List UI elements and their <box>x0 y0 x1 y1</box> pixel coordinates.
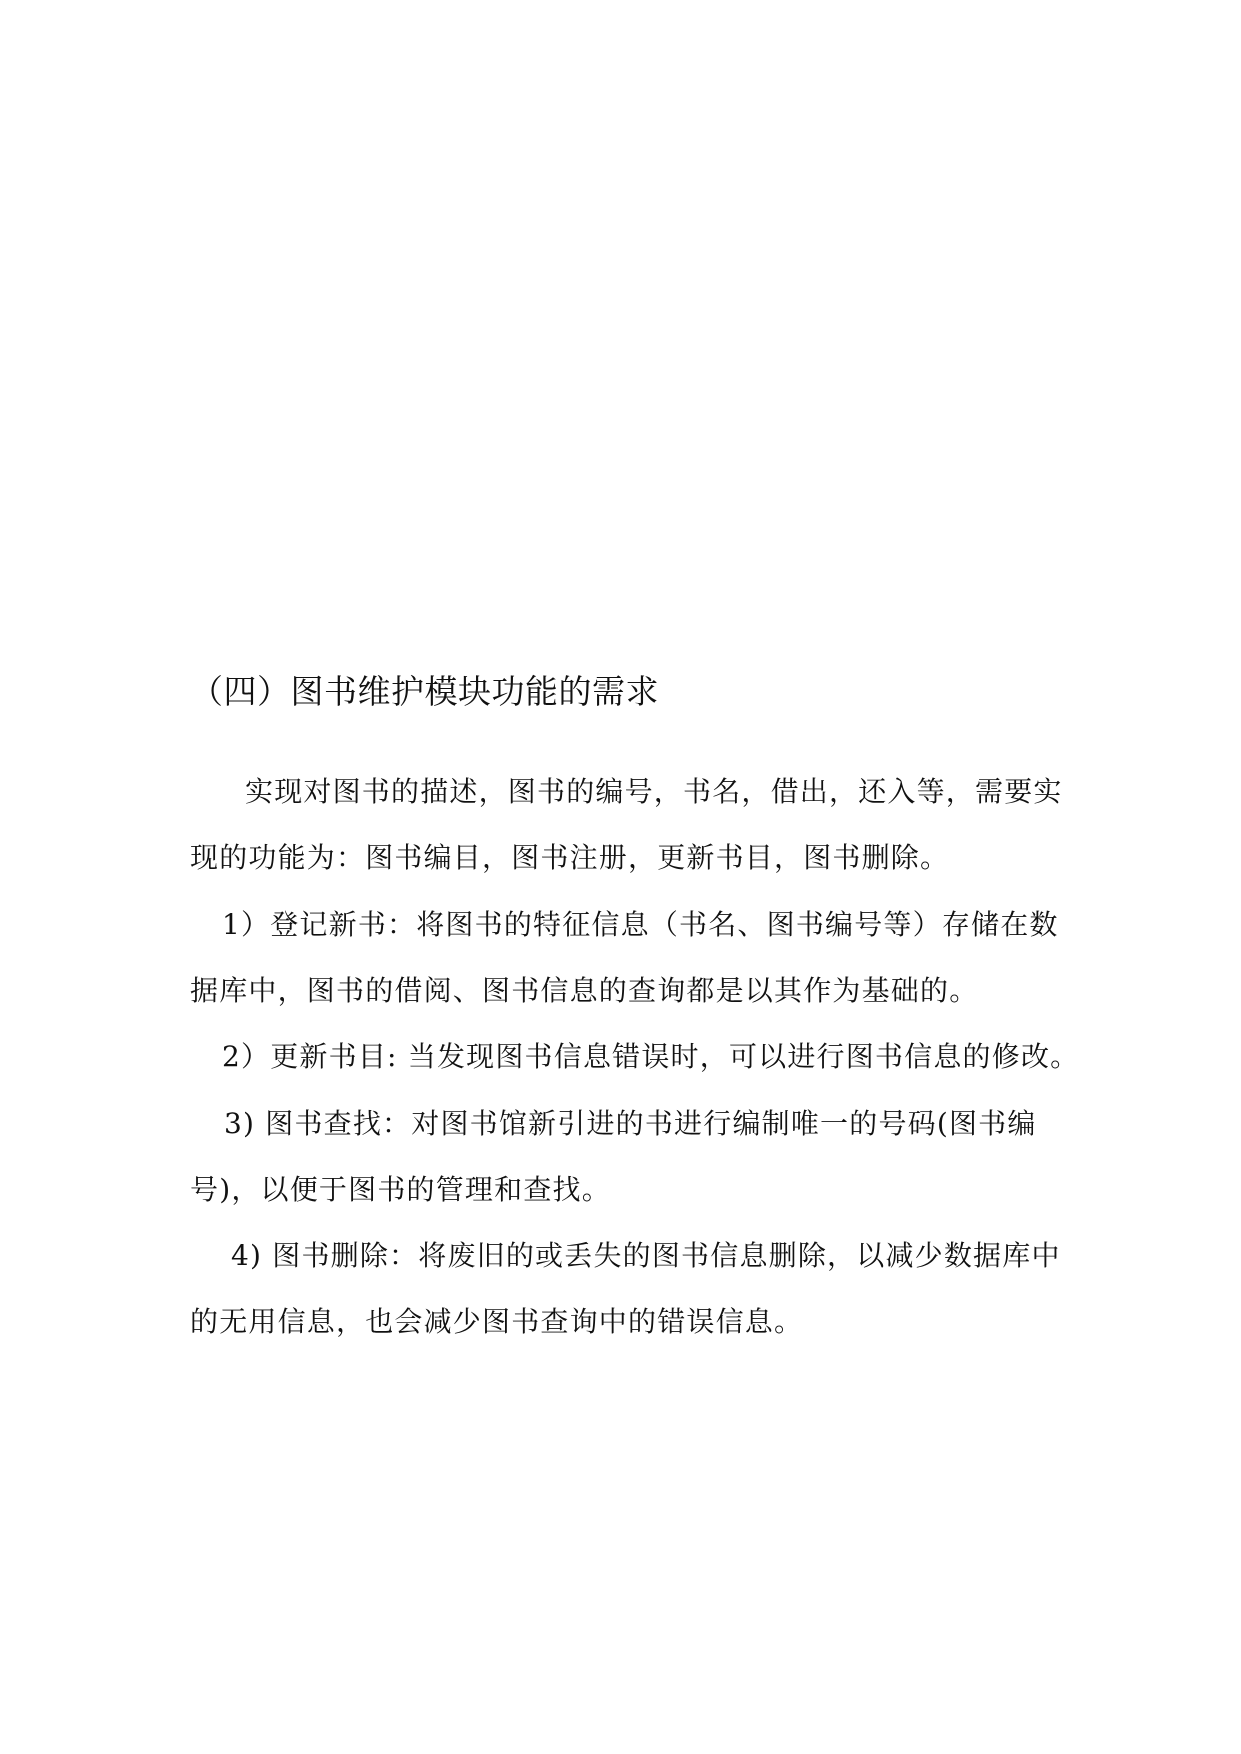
section-heading: （四）图书维护模块功能的需求 <box>190 672 659 711</box>
list-item-3-line: 号)，以便于图书的管理和查找。 <box>190 1173 611 1206</box>
list-item-1-line: 1）登记新书：将图书的特征信息（书名、图书编号等）存储在数 <box>222 908 1059 941</box>
list-item-4-line: 的无用信息，也会减少图书查询中的错误信息。 <box>190 1305 804 1338</box>
paragraph-line: 实现对图书的描述，图书的编号，书名，借出，还入等，需要实 <box>245 775 1063 808</box>
list-item-4-line: 4) 图书删除：将废旧的或丢失的图书信息删除，以减少数据库中 <box>231 1239 1061 1272</box>
list-item-3-line: 3) 图书查找：对图书馆新引进的书进行编制唯一的号码(图书编 <box>224 1107 1037 1140</box>
list-item-2-line: 2）更新书目: 当发现图书信息错误时，可以进行图书信息的修改。 <box>222 1040 1080 1073</box>
paragraph-line: 现的功能为：图书编目，图书注册，更新书目，图书删除。 <box>190 841 950 874</box>
list-item-1-line: 据库中，图书的借阅、图书信息的查询都是以其作为基础的。 <box>190 974 979 1007</box>
